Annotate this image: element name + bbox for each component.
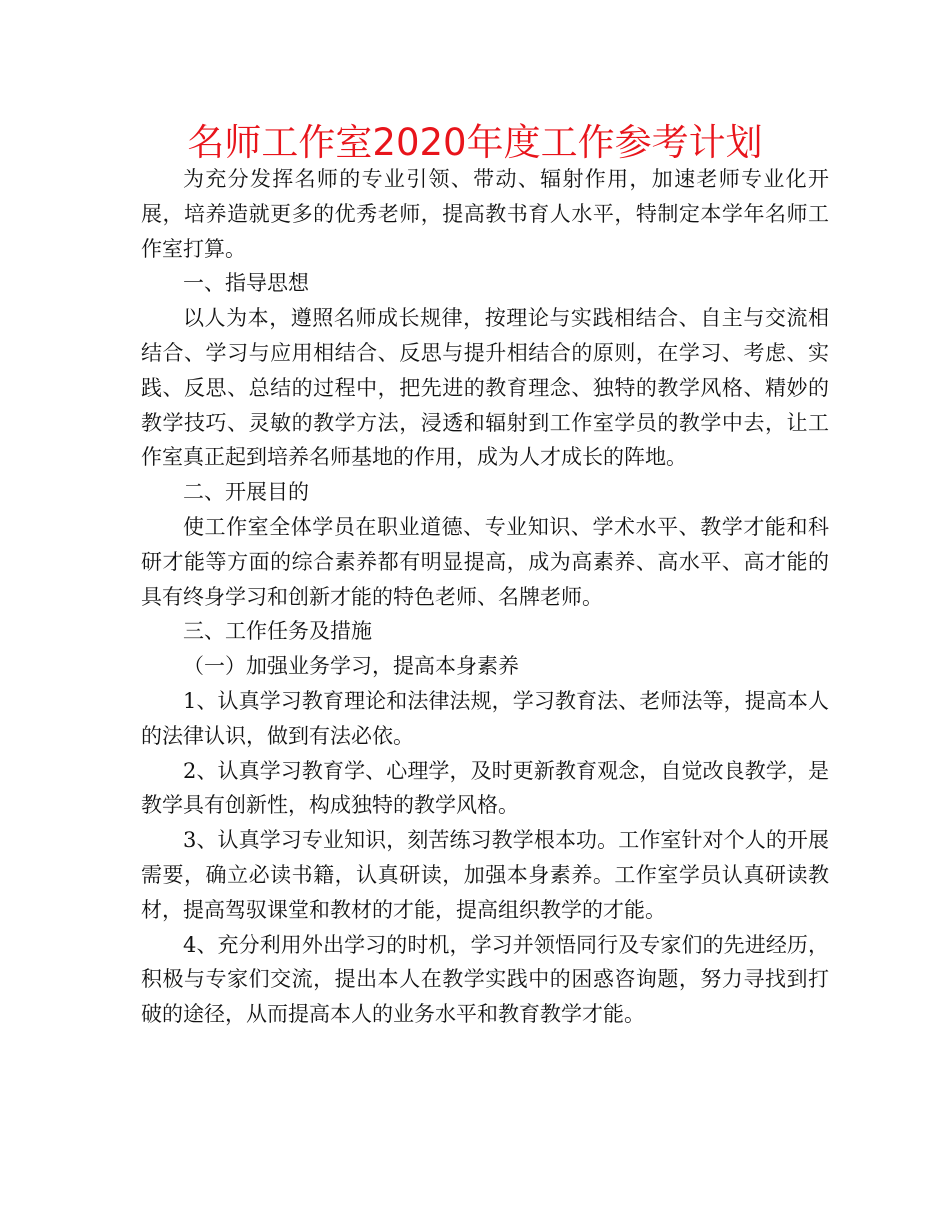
list-item: 1、认真学习教育理论和法律法规，学习教育法、老师法等，提高本人的法律认识，做到有法必依。 xyxy=(141,688,829,748)
section-heading-guiding-ideology: 一、指导思想 xyxy=(183,271,309,296)
section-heading-tasks-measures: 三、工作任务及措施 xyxy=(183,619,372,644)
subsection-heading-business-study: （一）加强业务学习，提高本身素养 xyxy=(183,654,519,679)
list-item: 4、充分利用外出学习的时机，学习并领悟同行及专家们的先进经历，积极与专家们交流，提出本人在教学实践中的困惑咨询题，努力寻找到打破的途径，从而提高本人的业务水平和教育教学才能。 xyxy=(141,932,829,1027)
list-item: 3、认真学习专业知识，刻苦练习教学根本功。工作室针对个人的开展需要，确立必读书籍，认真研读，加强本身素养。工作室学员认真研读教材，提高驾驭课堂和教材的才能，提高组织教学的才能。 xyxy=(141,828,829,922)
section-heading-development-goals: 二、开展目的 xyxy=(183,480,309,505)
list-item: 2、认真学习教育学、心理学，及时更新教育观念，自觉改良教学，是教学具有创新性，构成独特的教学风格。 xyxy=(141,758,829,818)
intro-paragraph: 为充分发挥名师的专业引领、带动、辐射作用，加速老师专业化开展，培养造就更多的优秀老师，提高教书育人水平，特制定本学年名师工作室打算。 xyxy=(141,167,829,261)
section-paragraph-guiding-ideology: 以人为本，遵照名师成长规律，按理论与实践相结合、自主与交流相结合、学习与应用相结合、反思与提升相结合的原则，在学习、考虑、实践、反思、总结的过程中，把先进的教育理念、独特的教学风格、精妙的教学技巧、灵敏的教学方法，浸透和辐射到工作室学员的教学中去，让工作室真正起到培养名师基地的作用，成为人才成长的阵地。 xyxy=(141,306,829,470)
section-paragraph-development-goals: 使工作室全体学员在职业道德、专业知识、学术水平、教学才能和科研才能等方面的综合素养都有明显提高，成为高素养、高水平、高才能的具有终身学习和创新才能的特色老师、名牌老师。 xyxy=(141,514,829,609)
document-title: 名师工作室2020年度工作参考计划 xyxy=(187,121,763,164)
document-body xyxy=(141,162,829,1032)
